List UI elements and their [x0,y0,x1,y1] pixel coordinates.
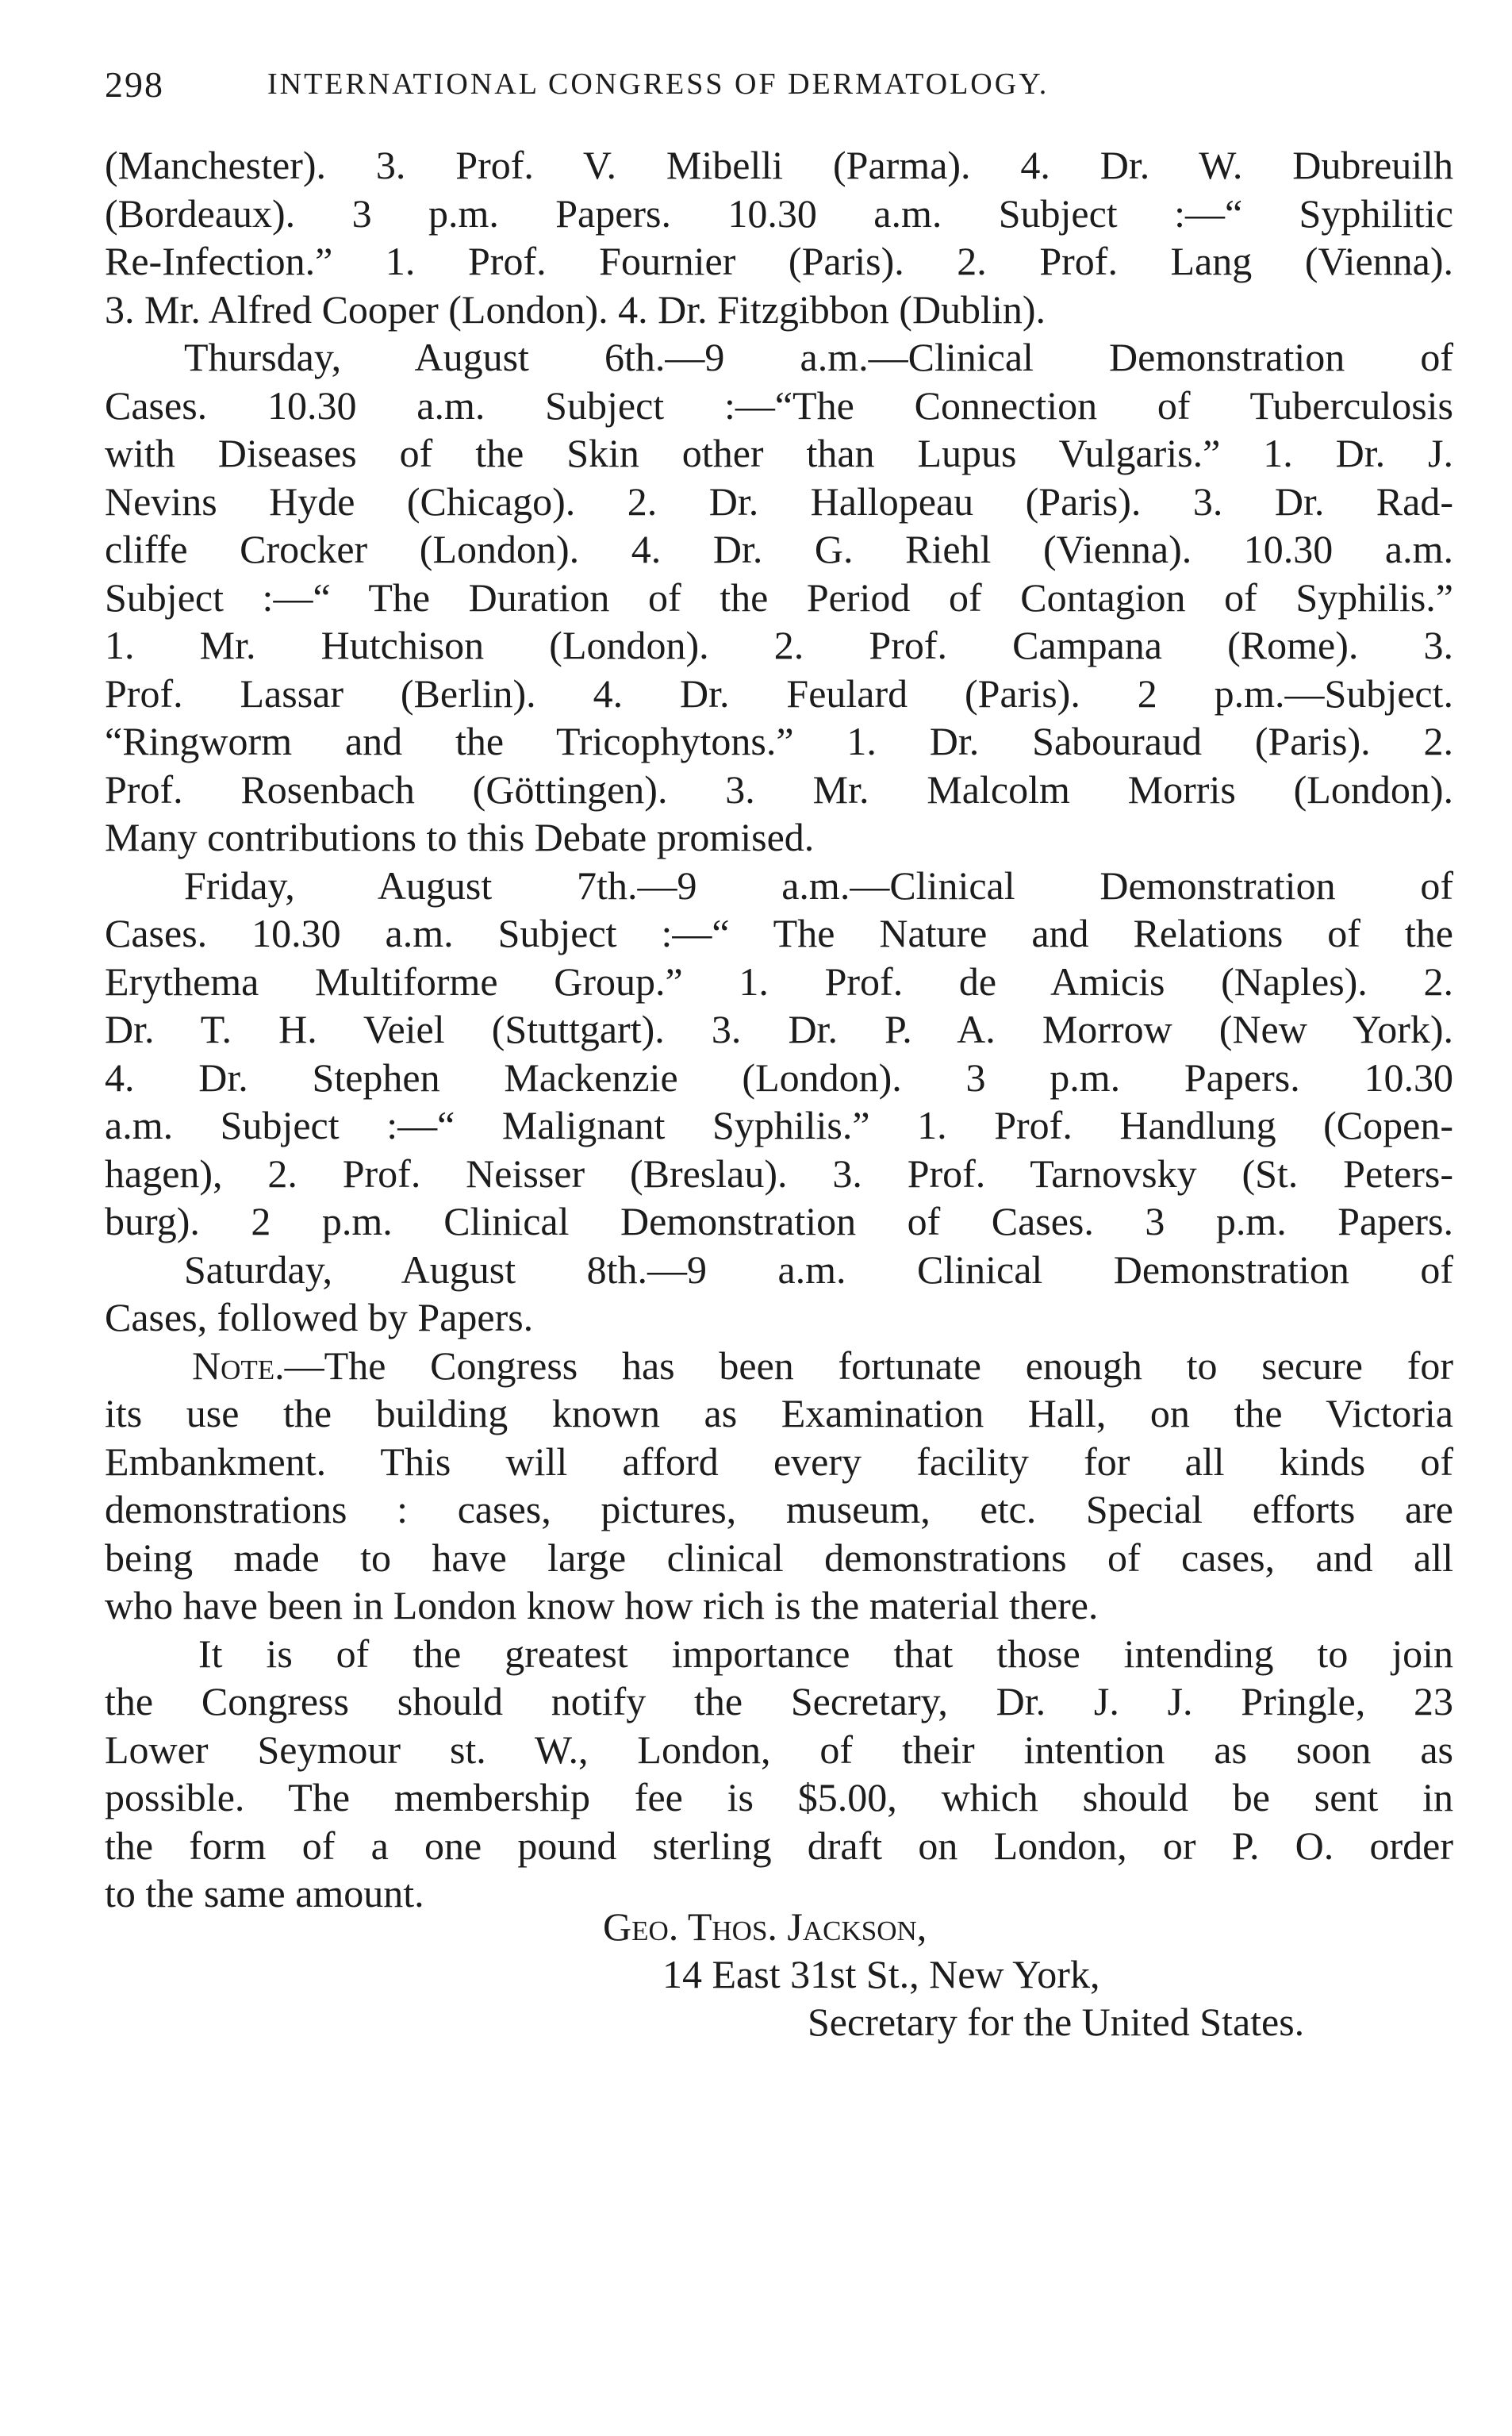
text-line: Re-Infection.” 1. Prof. Fournier (Paris). 2. Prof. Lang (Vienna). [105,239,1453,283]
text-line: burg). 2 p.m. Clinical Demonstration of Cases. 3 p.m. Papers. [105,1199,1453,1243]
text-line: to the same amount. [105,1871,424,1915]
text-line: It is of the greatest importance that those intending to join [198,1631,1453,1676]
text-line: Many contributions to this Debate promised. [105,815,815,859]
text-line: Nevins Hyde (Chicago). 2. Dr. Hallopeau (Paris). 3. Dr. Rad- [105,478,1453,524]
text-line: Erythema Multiforme Group.” 1. Prof. de Amicis (Naples). 2. [105,959,1453,1004]
signature-address: 14 East 31st St., New York, [662,1952,1100,1996]
text-line: Cases, followed by Papers. [105,1295,534,1339]
signature-title: Secretary for the United States. [808,2000,1305,2044]
text-line: (Manchester). 3. Prof. V. Mibelli (Parma). 4. Dr. W. Dubreuilh [105,143,1453,187]
text-line: the Congress should notify the Secretary, Dr. J. J. Pringle, 23 [105,1679,1453,1723]
text-line: Prof. Rosenbach (Göttingen). 3. Mr. Malcolm Morris (London). [105,767,1453,812]
text-line: demonstrations : cases, pictures, museum, etc. Special efforts are [105,1487,1453,1531]
page-number: 298 [105,64,164,105]
text-line: 4. Dr. Stephen Mackenzie (London). 3 p.m. Papers. 10.30 [105,1055,1453,1100]
running-title: INTERNATIONAL CONGRESS OF DERMATOLOGY. [267,67,1050,101]
text-line: the form of a one pound sterling draft on London, or P. O. order [105,1823,1453,1868]
note-line [105,1342,1453,1390]
note-label: Note. [192,1343,285,1388]
text-line: Friday, August 7th.—9 a.m.—Clinical Demonstration of [184,863,1453,908]
text-line: Dr. T. H. Veiel (Stuttgart). 3. Dr. P. A. Morrow (New York). [105,1007,1453,1051]
note-text: The Congress has been fortunate enough to secure for [324,1343,1453,1388]
text-line: 1. Mr. Hutchison (London). 2. Prof. Campana (Rome). 3. [105,623,1453,667]
body-text [105,141,1453,1918]
running-head [105,63,1453,111]
text-line: its use the building known as Examination Hall, on the Victoria [105,1391,1453,1435]
text-line: “Ringworm and the Tricophytons.” 1. Dr. Sabouraud (Paris). 2. [105,719,1453,763]
text-line: Thursday, August 6th.—9 a.m.—Clinical Demonstration of [184,335,1453,379]
text-line: a.m. Subject :—“ Malignant Syphilis.” 1. Prof. Handlung (Copen- [105,1103,1453,1147]
text-line: 3. Mr. Alfred Cooper (London). 4. Dr. Fitzgibbon (Dublin). [105,286,1046,332]
text-line: Saturday, August 8th.—9 a.m. Clinical Demonstration of [184,1247,1453,1292]
text-line: Subject :—“ The Duration of the Period of Contagion of Syphilis.” [105,574,1453,620]
text-line: possible. The membership fee is $5.00, which should be sent in [105,1775,1453,1819]
note-dash: — [284,1343,324,1388]
signature-name: Geo. Thos. Jackson, [603,1904,927,1949]
text-line: Cases. 10.30 a.m. Subject :—“ The Nature and Relations of the [105,911,1453,955]
text-line: Prof. Lassar (Berlin). 4. Dr. Feulard (Paris). 2 p.m.—Subject. [105,670,1453,716]
text-line: Lower Seymour st. W., London, of their intention as soon as [105,1727,1453,1772]
text-line: with Diseases of the Skin other than Lupus Vulgaris.” 1. Dr. J. [105,431,1453,475]
text-line: Cases. 10.30 a.m. Subject :—“The Connection of Tuberculosis [105,382,1453,428]
text-line: being made to have large clinical demonstrations of cases, and all [105,1535,1453,1580]
text-line: (Bordeaux). 3 p.m. Papers. 10.30 a.m. Subject :—“ Syphilitic [105,190,1453,236]
text-line: hagen), 2. Prof. Neisser (Breslau). 3. Prof. Tarnovsky (St. Peters- [105,1151,1453,1196]
text-line: Embankment. This will afford every facility for all kinds of [105,1439,1453,1484]
text-line: who have been in London know how rich is the material there. [105,1583,1099,1627]
text-line: cliffe Crocker (London). 4. Dr. G. Riehl (Vienna). 10.30 a.m. [105,527,1453,571]
